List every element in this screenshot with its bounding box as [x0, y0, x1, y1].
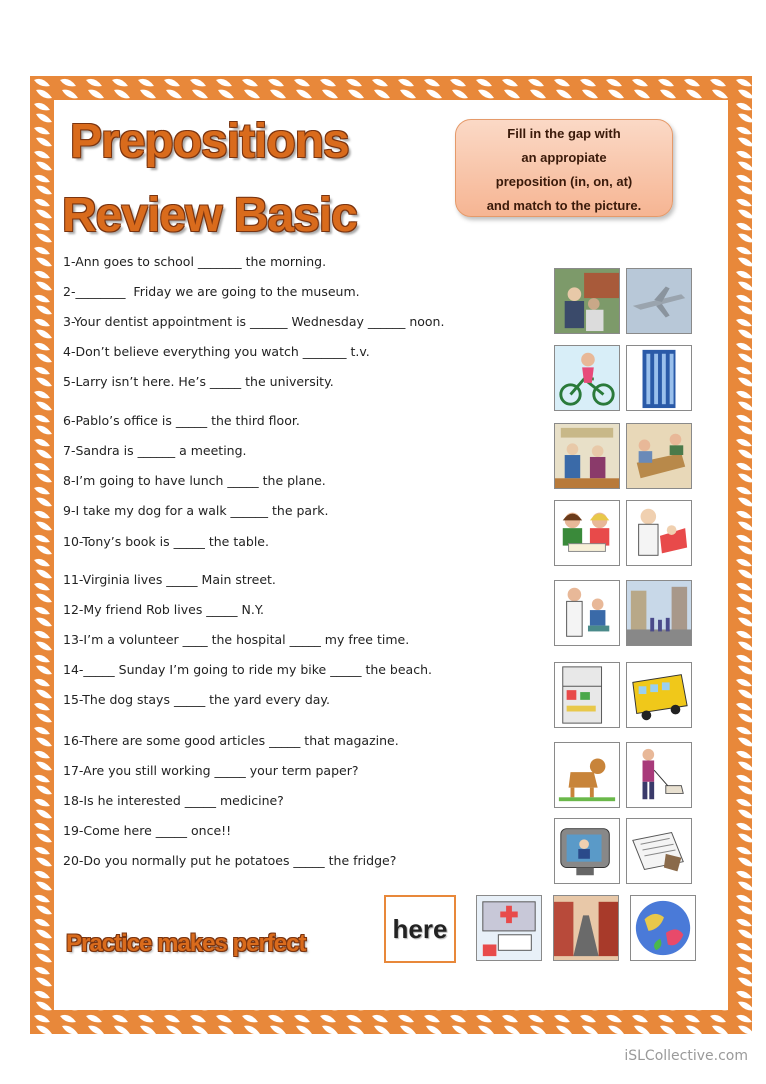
- question-2[interactable]: 2-________ Friday we are going to the museum.: [63, 284, 360, 299]
- question-9[interactable]: 9-I take my dog for a walk ______ the park.: [63, 503, 329, 518]
- question-15[interactable]: 15-The dog stays _____ the yard every day.: [63, 692, 331, 707]
- airplane-icon[interactable]: [626, 268, 692, 334]
- students-campus-icon[interactable]: [554, 268, 620, 334]
- hospital-ambulance-icon[interactable]: [476, 895, 542, 961]
- question-18[interactable]: 18-Is he interested _____ medicine?: [63, 793, 284, 808]
- question-12[interactable]: 12-My friend Rob lives _____ N.Y.: [63, 602, 264, 617]
- question-20[interactable]: 20-Do you normally put he potatoes _____ the fridge?: [63, 853, 397, 868]
- question-5[interactable]: 5-Larry isn’t here. He’s _____ the university.: [63, 374, 334, 389]
- question-11[interactable]: 11-Virginia lives _____ Main street.: [63, 572, 276, 587]
- question-4[interactable]: 4-Don’t believe everything you watch _______ t.v.: [63, 344, 370, 359]
- kids-reading-icon[interactable]: [554, 500, 620, 566]
- television-icon[interactable]: [554, 818, 620, 884]
- instruction-box: [455, 119, 673, 217]
- instruction-line: and match to the picture.: [486, 198, 642, 213]
- office-building-icon[interactable]: [626, 345, 692, 411]
- question-1[interactable]: 1-Ann goes to school _______ the morning.: [63, 254, 327, 269]
- question-7[interactable]: 7-Sandra is ______ a meeting.: [63, 443, 247, 458]
- dog-yard-icon[interactable]: [554, 742, 620, 808]
- question-10[interactable]: 10-Tony’s book is _____ the table.: [63, 534, 269, 549]
- question-13[interactable]: 13-I’m a volunteer ____ the hospital _____ my free time.: [63, 632, 410, 647]
- city-street-icon[interactable]: [626, 580, 692, 646]
- question-6[interactable]: 6-Pablo’s office is _____ the third floor.: [63, 413, 300, 428]
- page-title: Prepositions: [70, 115, 349, 168]
- question-17[interactable]: 17-Are you still working _____ your term paper?: [63, 763, 359, 778]
- here-label: here: [384, 895, 456, 963]
- question-19[interactable]: 19-Come here _____ once!!: [63, 823, 232, 838]
- instruction-line: Fill in the gap with: [507, 126, 621, 141]
- dog-walk-icon[interactable]: [626, 742, 692, 808]
- motto: Practice makes perfect: [66, 930, 306, 957]
- question-8[interactable]: 8-I’m going to have lunch _____ the plane.: [63, 473, 326, 488]
- meeting-table-icon[interactable]: [626, 423, 692, 489]
- page-subtitle: Review Basic: [62, 189, 357, 242]
- girl-bicycle-icon[interactable]: [554, 345, 620, 411]
- question-14[interactable]: 14-_____ Sunday I’m going to ride my bike _____ the beach.: [63, 662, 432, 677]
- museum-visit-icon[interactable]: [554, 423, 620, 489]
- world-globe-icon[interactable]: [630, 895, 696, 961]
- doctor-patient-icon[interactable]: [554, 580, 620, 646]
- question-16[interactable]: 16-There are some good articles _____ that magazine.: [63, 733, 399, 748]
- dentist-icon[interactable]: [626, 500, 692, 566]
- magazine-icon[interactable]: [626, 818, 692, 884]
- street-view-icon[interactable]: [553, 895, 619, 961]
- school-bus-icon[interactable]: [626, 662, 692, 728]
- fridge-icon[interactable]: [554, 662, 620, 728]
- question-3[interactable]: 3-Your dentist appointment is ______ Wednesday ______ noon.: [63, 314, 445, 329]
- instruction-line: an appropiate: [521, 150, 607, 165]
- watermark: iSLCollective.com: [624, 1048, 748, 1064]
- instruction-line: preposition (in, on, at): [495, 174, 633, 189]
